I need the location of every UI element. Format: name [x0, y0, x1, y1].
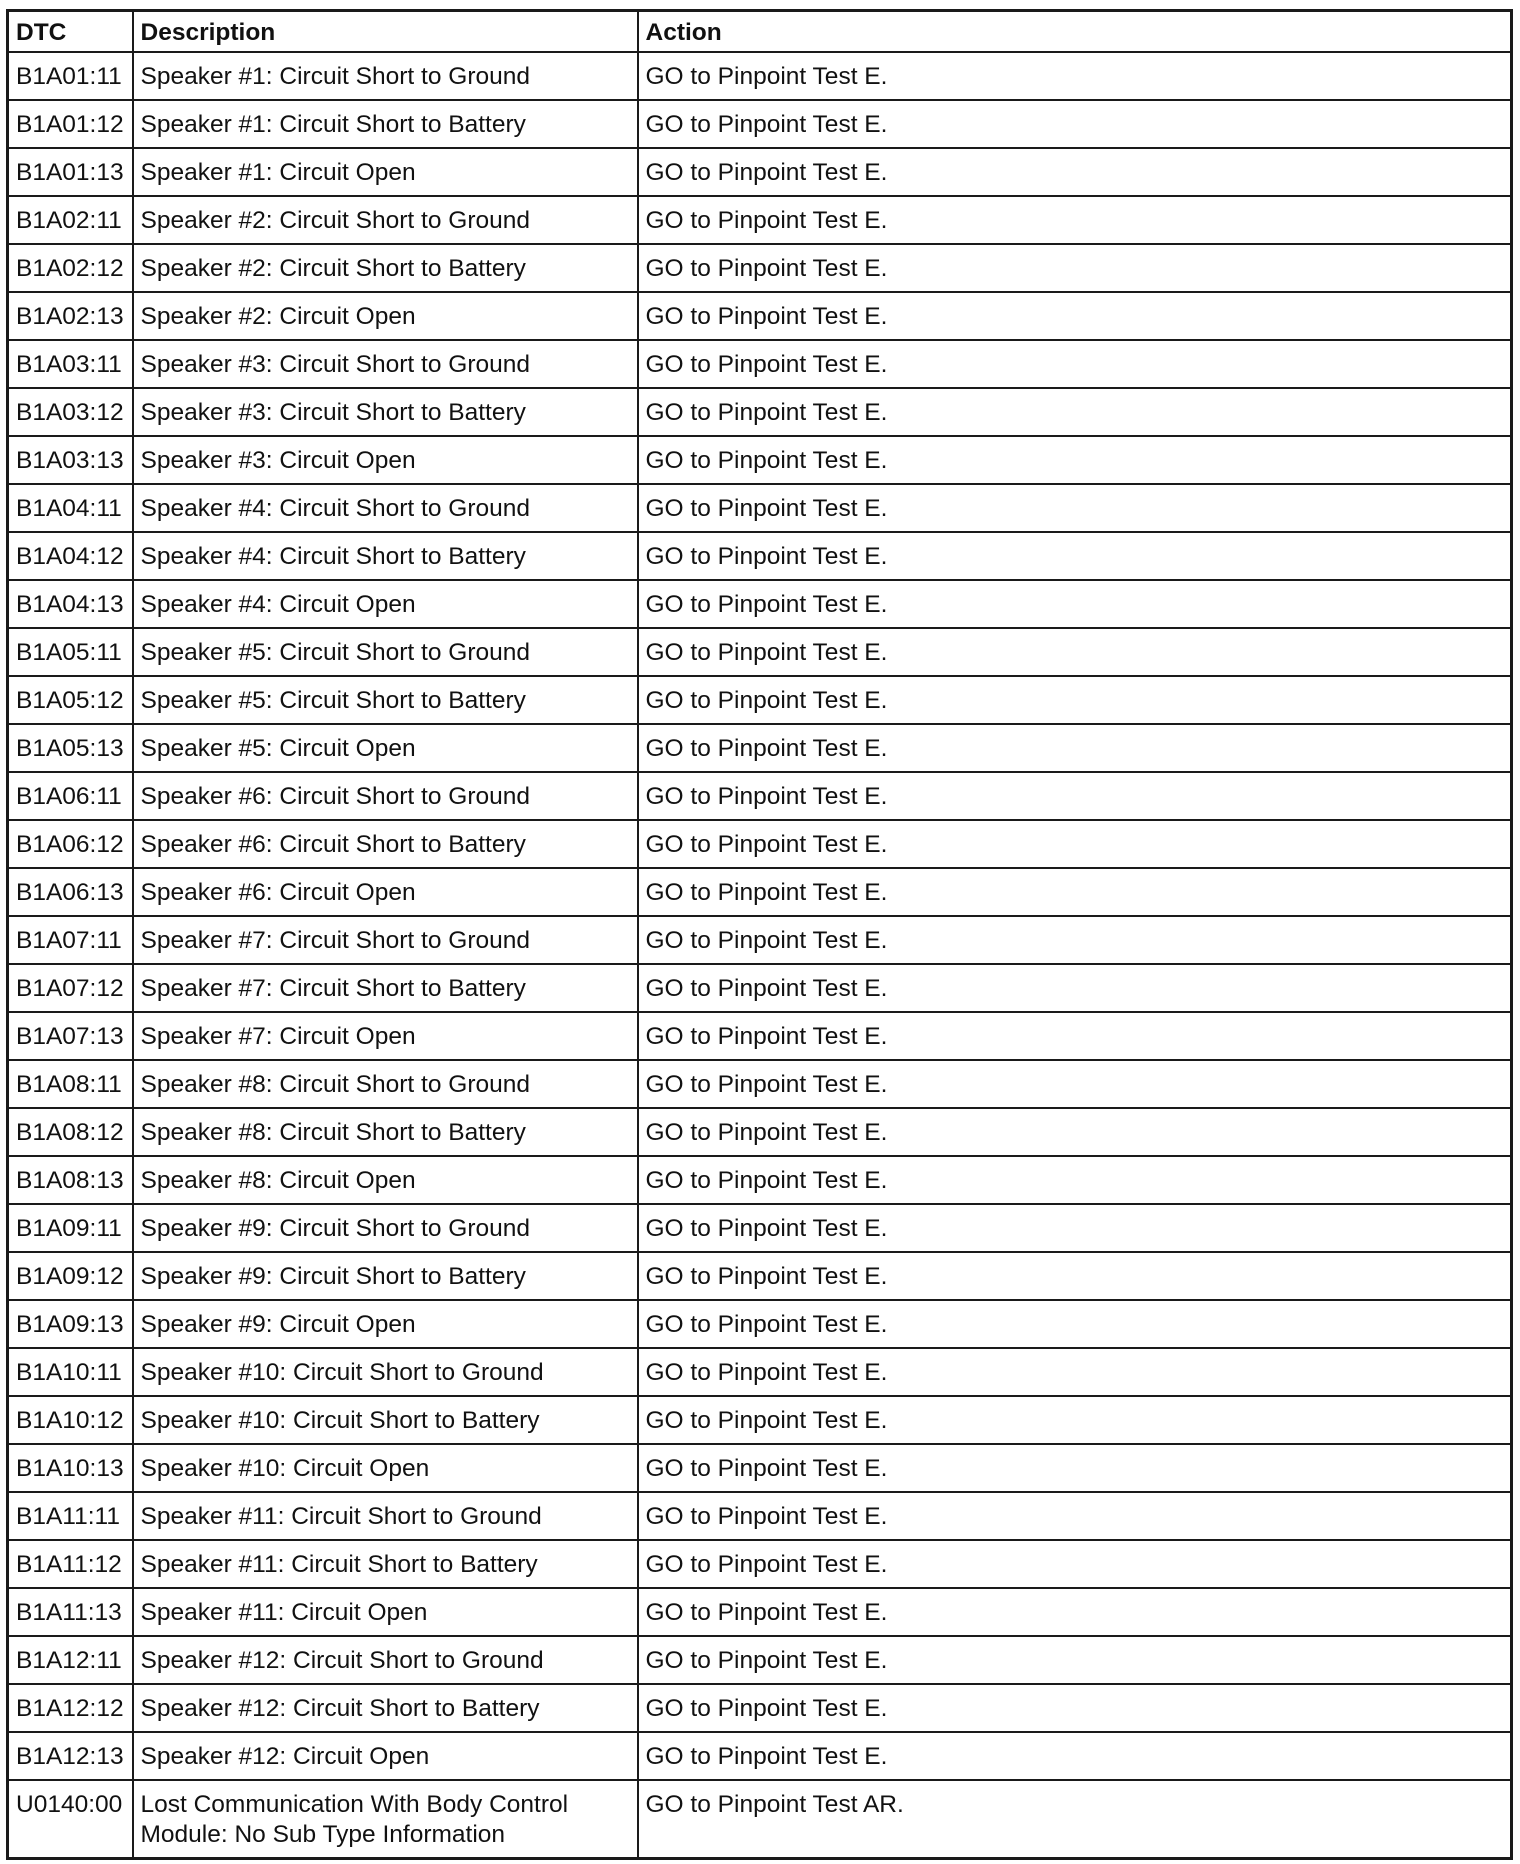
dtc-code-cell: B1A08:13	[8, 1156, 133, 1204]
action-cell: GO to Pinpoint Test E.	[638, 1396, 1512, 1444]
table-row	[8, 532, 1512, 580]
description-cell: Speaker #8: Circuit Short to Battery	[133, 1108, 638, 1156]
dtc-code-cell: B1A05:11	[8, 628, 133, 676]
table-row	[8, 1540, 1512, 1588]
description-cell: Speaker #10: Circuit Short to Battery	[133, 1396, 638, 1444]
action-cell: GO to Pinpoint Test E.	[638, 52, 1512, 100]
description-cell: Speaker #5: Circuit Open	[133, 724, 638, 772]
dtc-code-cell: B1A03:11	[8, 340, 133, 388]
action-cell: GO to Pinpoint Test E.	[638, 436, 1512, 484]
description-cell: Speaker #10: Circuit Open	[133, 1444, 638, 1492]
action-cell: GO to Pinpoint Test E.	[638, 1732, 1512, 1780]
dtc-code-cell: B1A02:13	[8, 292, 133, 340]
dtc-code-cell: B1A09:13	[8, 1300, 133, 1348]
description-cell: Speaker #11: Circuit Short to Ground	[133, 1492, 638, 1540]
description-cell: Speaker #7: Circuit Short to Battery	[133, 964, 638, 1012]
description-cell: Speaker #10: Circuit Short to Ground	[133, 1348, 638, 1396]
action-cell: GO to Pinpoint Test E.	[638, 628, 1512, 676]
action-cell: GO to Pinpoint Test E.	[638, 1684, 1512, 1732]
dtc-code-cell: B1A03:13	[8, 436, 133, 484]
dtc-code-cell: B1A02:11	[8, 196, 133, 244]
action-cell: GO to Pinpoint Test E.	[638, 340, 1512, 388]
table-row	[8, 1492, 1512, 1540]
action-cell: GO to Pinpoint Test E.	[638, 1444, 1512, 1492]
action-cell: GO to Pinpoint Test E.	[638, 1108, 1512, 1156]
table-row	[8, 1588, 1512, 1636]
dtc-code-cell: B1A04:13	[8, 580, 133, 628]
action-cell: GO to Pinpoint Test E.	[638, 388, 1512, 436]
description-cell: Speaker #9: Circuit Open	[133, 1300, 638, 1348]
action-cell: GO to Pinpoint Test E.	[638, 292, 1512, 340]
action-cell: GO to Pinpoint Test E.	[638, 964, 1512, 1012]
dtc-code-cell: B1A06:12	[8, 820, 133, 868]
description-cell: Speaker #1: Circuit Short to Ground	[133, 52, 638, 100]
table-row	[8, 436, 1512, 484]
table-row	[8, 100, 1512, 148]
table-row	[8, 244, 1512, 292]
description-cell: Speaker #9: Circuit Short to Ground	[133, 1204, 638, 1252]
dtc-code-cell: B1A10:13	[8, 1444, 133, 1492]
table-row	[8, 1300, 1512, 1348]
dtc-code-cell: B1A11:12	[8, 1540, 133, 1588]
description-cell: Speaker #2: Circuit Short to Battery	[133, 244, 638, 292]
dtc-code-cell: B1A10:12	[8, 1396, 133, 1444]
table-row	[8, 1780, 1512, 1859]
table-row	[8, 388, 1512, 436]
table-row	[8, 820, 1512, 868]
description-cell: Speaker #3: Circuit Short to Battery	[133, 388, 638, 436]
description-cell: Speaker #7: Circuit Open	[133, 1012, 638, 1060]
table-row	[8, 868, 1512, 916]
dtc-code-cell: B1A06:11	[8, 772, 133, 820]
dtc-code-cell: B1A01:13	[8, 148, 133, 196]
dtc-code-cell: B1A05:13	[8, 724, 133, 772]
action-cell: GO to Pinpoint Test E.	[638, 580, 1512, 628]
action-cell: GO to Pinpoint Test E.	[638, 484, 1512, 532]
table-row	[8, 1060, 1512, 1108]
action-cell: GO to Pinpoint Test E.	[638, 1252, 1512, 1300]
description-cell: Speaker #2: Circuit Open	[133, 292, 638, 340]
dtc-code-cell: B1A07:11	[8, 916, 133, 964]
description-cell: Speaker #5: Circuit Short to Ground	[133, 628, 638, 676]
dtc-table	[6, 9, 1513, 1860]
action-cell: GO to Pinpoint Test E.	[638, 532, 1512, 580]
dtc-code-cell: U0140:00	[8, 1780, 133, 1859]
action-cell: GO to Pinpoint Test E.	[638, 1348, 1512, 1396]
description-cell: Speaker #12: Circuit Short to Ground	[133, 1636, 638, 1684]
column-header-dtc: DTC	[8, 11, 133, 52]
action-cell: GO to Pinpoint Test E.	[638, 244, 1512, 292]
action-cell: GO to Pinpoint Test E.	[638, 1540, 1512, 1588]
table-row	[8, 916, 1512, 964]
dtc-code-cell: B1A08:12	[8, 1108, 133, 1156]
action-cell: GO to Pinpoint Test E.	[638, 196, 1512, 244]
action-cell: GO to Pinpoint Test E.	[638, 868, 1512, 916]
table-row	[8, 196, 1512, 244]
action-cell: GO to Pinpoint Test E.	[638, 676, 1512, 724]
action-cell: GO to Pinpoint Test E.	[638, 148, 1512, 196]
dtc-code-cell: B1A08:11	[8, 1060, 133, 1108]
description-cell: Speaker #11: Circuit Short to Battery	[133, 1540, 638, 1588]
description-cell: Speaker #2: Circuit Short to Ground	[133, 196, 638, 244]
action-cell: GO to Pinpoint Test E.	[638, 772, 1512, 820]
table-row	[8, 772, 1512, 820]
column-header-description: Description	[133, 11, 638, 52]
description-cell: Speaker #6: Circuit Short to Battery	[133, 820, 638, 868]
description-cell: Speaker #12: Circuit Open	[133, 1732, 638, 1780]
dtc-code-cell: B1A09:11	[8, 1204, 133, 1252]
table-row	[8, 1348, 1512, 1396]
description-cell: Speaker #3: Circuit Short to Ground	[133, 340, 638, 388]
description-cell: Speaker #9: Circuit Short to Battery	[133, 1252, 638, 1300]
dtc-code-cell: B1A07:13	[8, 1012, 133, 1060]
description-cell: Speaker #1: Circuit Short to Battery	[133, 100, 638, 148]
action-cell: GO to Pinpoint Test AR.	[638, 1780, 1512, 1859]
description-cell: Speaker #3: Circuit Open	[133, 436, 638, 484]
table-row	[8, 580, 1512, 628]
action-cell: GO to Pinpoint Test E.	[638, 1492, 1512, 1540]
table-row	[8, 1108, 1512, 1156]
table-row	[8, 1012, 1512, 1060]
action-cell: GO to Pinpoint Test E.	[638, 724, 1512, 772]
description-cell: Speaker #11: Circuit Open	[133, 1588, 638, 1636]
dtc-code-cell: B1A02:12	[8, 244, 133, 292]
table-row	[8, 292, 1512, 340]
description-cell: Speaker #6: Circuit Short to Ground	[133, 772, 638, 820]
description-cell: Speaker #7: Circuit Short to Ground	[133, 916, 638, 964]
description-cell: Speaker #1: Circuit Open	[133, 148, 638, 196]
dtc-code-cell: B1A01:12	[8, 100, 133, 148]
table-row	[8, 484, 1512, 532]
description-cell: Speaker #6: Circuit Open	[133, 868, 638, 916]
table-row	[8, 1636, 1512, 1684]
table-body	[8, 52, 1512, 1859]
table-row	[8, 1252, 1512, 1300]
dtc-code-cell: B1A10:11	[8, 1348, 133, 1396]
header-row	[8, 11, 1512, 52]
table-row	[8, 1684, 1512, 1732]
dtc-code-cell: B1A07:12	[8, 964, 133, 1012]
dtc-code-cell: B1A01:11	[8, 52, 133, 100]
action-cell: GO to Pinpoint Test E.	[638, 1060, 1512, 1108]
dtc-code-cell: B1A05:12	[8, 676, 133, 724]
table-row	[8, 628, 1512, 676]
table-header	[8, 11, 1512, 52]
action-cell: GO to Pinpoint Test E.	[638, 1300, 1512, 1348]
table-row	[8, 1204, 1512, 1252]
action-cell: GO to Pinpoint Test E.	[638, 1012, 1512, 1060]
dtc-code-cell: B1A11:11	[8, 1492, 133, 1540]
description-cell: Speaker #8: Circuit Short to Ground	[133, 1060, 638, 1108]
table-row	[8, 724, 1512, 772]
description-cell: Speaker #8: Circuit Open	[133, 1156, 638, 1204]
description-cell: Speaker #5: Circuit Short to Battery	[133, 676, 638, 724]
dtc-code-cell: B1A03:12	[8, 388, 133, 436]
table-row	[8, 340, 1512, 388]
description-cell: Speaker #12: Circuit Short to Battery	[133, 1684, 638, 1732]
action-cell: GO to Pinpoint Test E.	[638, 820, 1512, 868]
dtc-code-cell: B1A12:13	[8, 1732, 133, 1780]
table-row	[8, 1156, 1512, 1204]
table-row	[8, 676, 1512, 724]
table-row	[8, 1444, 1512, 1492]
dtc-code-cell: B1A04:12	[8, 532, 133, 580]
table-row	[8, 148, 1512, 196]
dtc-code-cell: B1A09:12	[8, 1252, 133, 1300]
table-row	[8, 1396, 1512, 1444]
action-cell: GO to Pinpoint Test E.	[638, 1156, 1512, 1204]
description-cell: Speaker #4: Circuit Short to Battery	[133, 532, 638, 580]
table-row	[8, 1732, 1512, 1780]
dtc-code-cell: B1A06:13	[8, 868, 133, 916]
description-cell: Speaker #4: Circuit Open	[133, 580, 638, 628]
description-cell: Lost Communication With Body Control Module: No Sub Type Information	[133, 1780, 638, 1859]
action-cell: GO to Pinpoint Test E.	[638, 916, 1512, 964]
dtc-code-cell: B1A12:12	[8, 1684, 133, 1732]
dtc-code-cell: B1A11:13	[8, 1588, 133, 1636]
table-row	[8, 52, 1512, 100]
action-cell: GO to Pinpoint Test E.	[638, 100, 1512, 148]
column-header-action: Action	[638, 11, 1512, 52]
action-cell: GO to Pinpoint Test E.	[638, 1588, 1512, 1636]
action-cell: GO to Pinpoint Test E.	[638, 1636, 1512, 1684]
dtc-code-cell: B1A04:11	[8, 484, 133, 532]
description-cell: Speaker #4: Circuit Short to Ground	[133, 484, 638, 532]
table-row	[8, 964, 1512, 1012]
action-cell: GO to Pinpoint Test E.	[638, 1204, 1512, 1252]
dtc-code-cell: B1A12:11	[8, 1636, 133, 1684]
